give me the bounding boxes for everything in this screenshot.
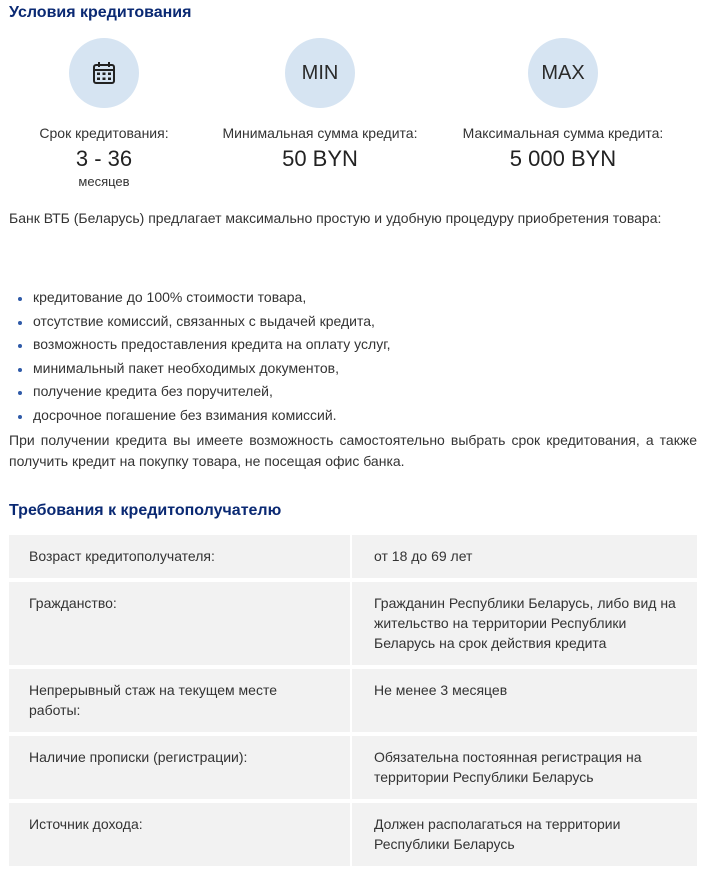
- list-item: кредитование до 100% стоимости товара,: [16, 286, 391, 310]
- row-value: от 18 до 69 лет: [374, 548, 473, 564]
- row-label: Возраст кредитополучателя:: [9, 535, 352, 578]
- max-badge: MAX: [528, 38, 598, 108]
- benefits-list: [16, 286, 391, 427]
- max-label: Максимальная сумма кредита:: [462, 125, 664, 141]
- row-label: Наличие прописки (регистрации):: [9, 736, 352, 799]
- row-label: Источник дохода:: [9, 803, 352, 866]
- max-value: 5 000 BYN: [509, 146, 617, 171]
- condition-min: [202, 38, 438, 172]
- term-value: 3 - 36: [75, 146, 133, 171]
- row-label: Непрерывный стаж на текущем месте работы:: [9, 669, 352, 732]
- table-row: [9, 535, 697, 578]
- term-label: Срок кредитования:: [39, 125, 169, 141]
- conditions-title: Условия кредитования: [9, 4, 192, 21]
- calendar-circle: [69, 38, 139, 108]
- calendar-icon: [91, 60, 117, 86]
- min-value: 50 BYN: [282, 146, 358, 171]
- row-value: Гражданин Республики Беларусь, либо вид на жительство на территории Республики Беларусь на срок действия кредита: [374, 595, 676, 651]
- outro-text: При получении кредита вы имеете возможность самостоятельно выбрать срок кредитования, а также получить кредит на покупку товара, не посещая офис банка.: [9, 432, 697, 469]
- list-item: минимальный пакет необходимых документов,: [16, 357, 391, 381]
- table-row: [9, 736, 697, 799]
- requirements-table: [9, 535, 697, 870]
- row-value: Должен располагаться на территории Республики Беларусь: [374, 816, 621, 852]
- list-item: получение кредита без поручителей,: [16, 380, 391, 404]
- min-label: Минимальная сумма кредита:: [222, 125, 418, 141]
- list-item: возможность предоставления кредита на оплату услуг,: [16, 333, 391, 357]
- list-item: досрочное погашение без взимания комиссий.: [16, 404, 391, 428]
- term-unit: месяцев: [78, 174, 130, 189]
- table-row: [9, 582, 697, 665]
- condition-term: [0, 38, 222, 190]
- row-value: Обязательна постоянная регистрация на территории Республики Беларусь: [374, 749, 642, 785]
- table-row: [9, 803, 697, 866]
- intro-text: Банк ВТБ (Беларусь) предлагает максимально простую и удобную процедуру приобретения товара:: [9, 210, 662, 226]
- condition-max: [445, 38, 681, 172]
- row-label: Гражданство:: [9, 582, 352, 665]
- requirements-title: Требования к кредитополучателю: [9, 502, 282, 519]
- list-item: отсутствие комиссий, связанных с выдачей кредита,: [16, 310, 391, 334]
- row-value: Не менее 3 месяцев: [374, 682, 508, 698]
- min-badge: MIN: [285, 38, 355, 108]
- table-row: [9, 669, 697, 732]
